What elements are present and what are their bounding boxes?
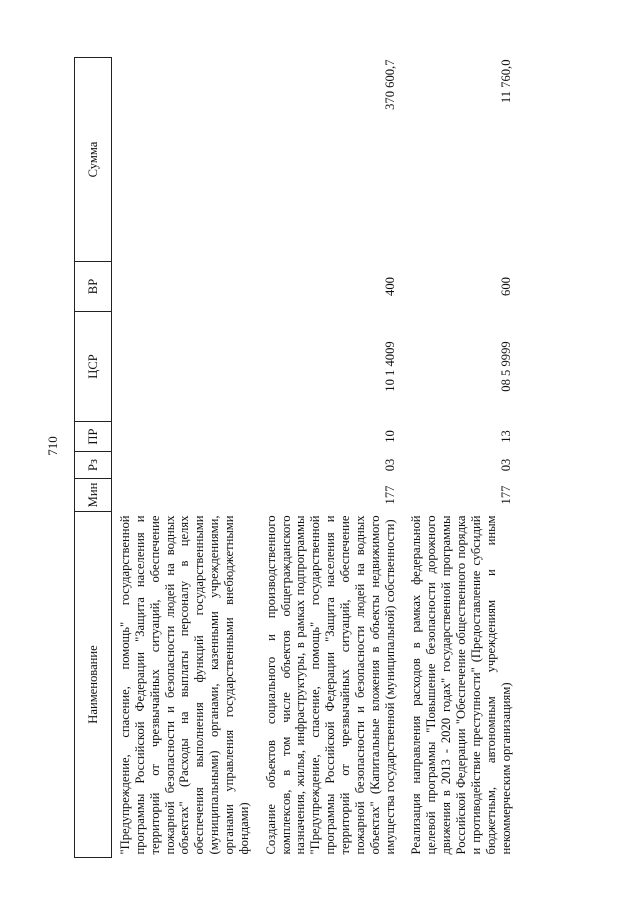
header-rz: Рз (75, 452, 112, 479)
header-pr: ПР (75, 422, 112, 452)
row-sum: 370 600,7 (382, 59, 397, 110)
row-sum (112, 58, 252, 262)
row-csr: 08 5 9999 (498, 341, 513, 392)
row-rz: 03 (498, 458, 513, 472)
row-min: 177 (382, 485, 397, 505)
header-sum: Сумма (75, 58, 112, 262)
rotated-page-content (74, 58, 594, 858)
budget-table (74, 57, 513, 858)
header-min: Мин (75, 479, 112, 512)
table-row (258, 58, 398, 858)
table-header-row (75, 58, 112, 858)
header-csr: ЦСР (75, 312, 112, 422)
row-vr: 600 (498, 277, 513, 296)
row-pr: 13 (498, 430, 513, 443)
row-sum: 11 760,0 (498, 59, 513, 104)
row-name: Реализация направления расходов в рамках федеральной целевой программы "Повышение безопасности дорожного движения в 2013 - 2020 годах" государственной программы Российской Федерации "Обеспечение общественного порядка и противодействие преступности" (Предоставление субсидий бюджетным, автономным учреждениям и иным некоммерческим организациям) (409, 515, 513, 855)
table-row (403, 58, 513, 858)
row-rz (112, 452, 252, 479)
page-number: 710 (45, 436, 60, 456)
row-csr (112, 312, 252, 422)
row-csr: 10 1 4009 (382, 341, 397, 392)
row-pr: 10 (382, 430, 397, 443)
header-name: Наименование (75, 512, 112, 858)
row-vr (112, 262, 252, 312)
table-row (112, 58, 252, 858)
row-min: 177 (498, 485, 513, 505)
row-rz: 03 (382, 458, 397, 472)
row-min (112, 479, 252, 512)
row-name: "Предупреждение, спасение, помощь" государственной программы Российской Федерации "Защита населения и территорий от чрезвычайных ситуаций, обеспечение пожарной безопасности и безопасности людей на водных объектах" (Расходы на выплаты персоналу в целях обеспечения выполнения функций государственными (муниципальными) органами, казенными учреждениями, органами управления государственными внебюджетными фондами) (118, 515, 251, 855)
row-vr: 400 (382, 277, 397, 296)
header-vr: ВР (75, 262, 112, 312)
row-name: Создание объектов социального и производственного комплексов, в том числе объектов общегражданского назначения, жилья, инфраструктуры, в рамках подпрограммы "Предупреждение, спасение, помощь" государственной программы Российской Федерации "Защита населения и территорий от чрезвычайных ситуаций, обеспечение пожарной безопасности и безопасности людей на водных объектах" (Капитальные вложения в объекты недвижимого имущества государственной (муниципальной) собственности) (263, 515, 397, 855)
row-pr (112, 422, 252, 452)
